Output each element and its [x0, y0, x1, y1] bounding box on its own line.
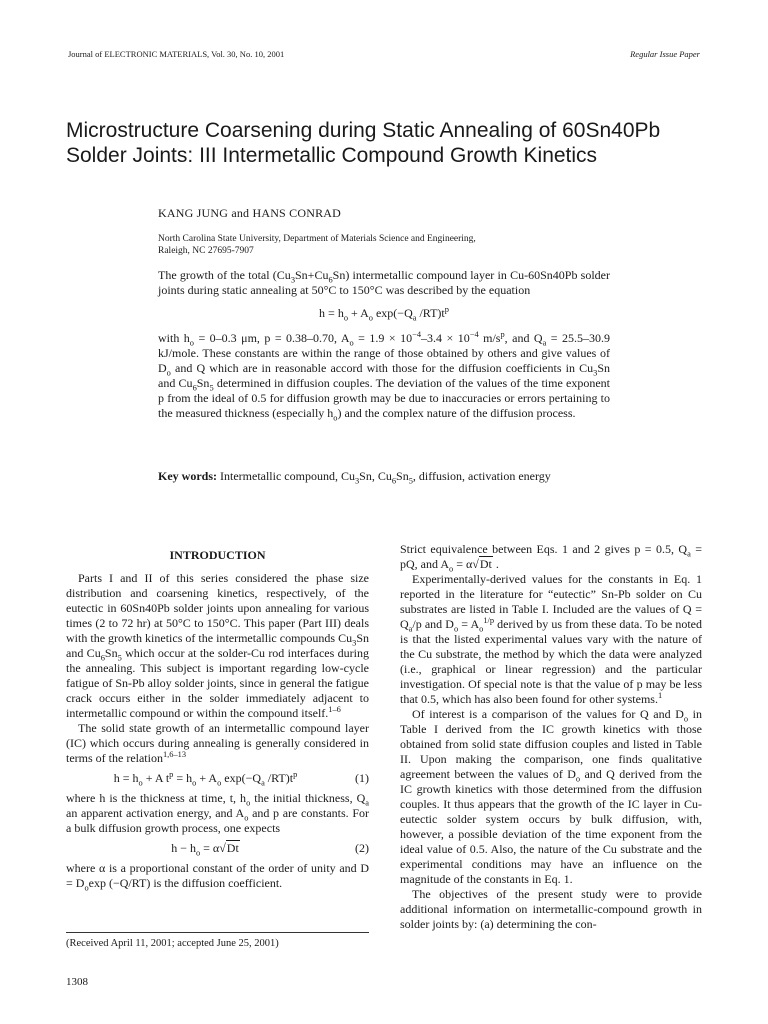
- received-date: (Received April 11, 2001; accepted June 25, 2001): [66, 938, 279, 949]
- abstract: [158, 268, 610, 421]
- page-number: 1308: [66, 976, 88, 988]
- right-paragraph-2: Experimentally-derived values for the constants in Eq. 1 reported in the literature for “eutectic” Sn-Pb solder on Cu substrates are listed in Table I. Included are the values of $Q = Q_a/p$ and $D_o = A_o^{1/p}$ derived by us from these data. To be noted is that the listed experimental values vary with the nature of the Cu substrate, the method by which the data were analyzed (i.e., graphical or linear regression) and the particular investigation. Of special note is that the value of p may be less that 0.5, which has also been found for other systems.$^1$: [400, 572, 702, 706]
- abstract-intro: The growth of the total $(Cu_3Sn+Cu_6Sn)$ intermetallic compound layer in Cu-60Sn40Pb solder joints during static annealing at 50°C to 150°C was described by the equation: [158, 268, 610, 297]
- intro-paragraph-3: where h is the thickness at time, t, $h_o$ the initial thickness, $Q_a$ an apparent activation energy, and $A_o$ and p are constants. For a bulk diffusion growth process, one expects: [66, 791, 369, 835]
- abstract-equation: $h = h_o + A_o$ $\exp(-Q_a$ $/RT)t^p$: [319, 305, 449, 323]
- issue-type: Regular Issue Paper: [630, 49, 700, 59]
- equation-1: $h = h_o + A$ $t^p = h_o + A_o$ $\exp(-Q_a$ $/RT)t^p$ (1): [113, 770, 369, 788]
- intro-paragraph-1: Parts I and II of this series considered the phase size distribution and coarsening kinetics, respectively, of the eutectic in 60Sn40Pb solder joints upon annealing for various times (2 to 72 hr) at 50°C to 150°C. This paper (Part III) deals with the growth kinetics of the intermetallic compounds $Cu_3Sn$ and $Cu_6Sn_5$ which occur at the solder-Cu rod interfaces during the annealing. This subject is important regarding low-cycle fatigue of Sn-Pb alloy solder joints, since in general the fatigue crack occurs either in the solder immediately adjacent to intermetallic compound or within the compound itself.$^{1-6}$: [66, 571, 369, 720]
- affiliation-line1: North Carolina State University, Department of Materials Science and Engineering,: [158, 234, 476, 244]
- right-paragraph-4: The objectives of the present study were to provide additional information on intermetallic-compound growth in solder joints by: (a) determining the con-: [400, 887, 702, 931]
- keywords: Key words: Intermetallic compound, $Cu_3Sn$, $Cu_6Sn_5$, diffusion, activation energy: [158, 469, 551, 486]
- right-paragraph-1: Strict equivalence between Eqs. 1 and 2 gives p = 0.5, $Q_a$ = pQ, and $A_o = \alpha√Dt$ .: [400, 542, 702, 574]
- section-heading-introduction: INTRODUCTION: [169, 548, 266, 562]
- keywords-label: Key words:: [158, 469, 217, 483]
- left-column: [66, 548, 369, 891]
- right-column: [400, 542, 702, 932]
- abstract-body: with $h_o = 0-0.3$ μm, p = 0.38–0.70, $A_o = 1.9 \times 10^{-4}-3.4 \times 10^{-4}$ $m/s^p$, and $Q_a = 25.5-30.9$ kJ/mole. These constants are within the range of those obtained by others and give values of $D_o$ and Q which are in reasonable accord with those for the diffusion coefficients in $Cu_3Sn$ and $Cu_6Sn_5$ determined in diffusion couples. The deviation of the values of the time exponent p from the ideal of 0.5 for diffusion growth may be due to inaccuracies or errors pertaining to the measured thickness (especially $h_o$) and the complex nature of the diffusion process.: [158, 330, 610, 423]
- affiliation: [158, 233, 618, 257]
- intro-paragraph-4: where α is a proportional constant of the order of unity and $D = D_o\exp$ (−Q/RT) is the diffusion coefficient.: [66, 861, 369, 893]
- authors: KANG JUNG and HANS CONRAD: [158, 206, 342, 220]
- journal-header: Journal of ELECTRONIC MATERIALS, Vol. 30, No. 10, 2001: [68, 49, 285, 59]
- footnote-rule: [66, 932, 369, 933]
- affiliation-line2: Raleigh, NC 27695-7907: [158, 246, 254, 256]
- equation-2: $h - h_o = \alpha√Dt$ (2): [171, 841, 369, 858]
- intro-paragraph-2: The solid state growth of an intermetallic compound layer (IC) which occurs during annealing is generally considered in terms of the relation$^{1,6-13}$: [66, 721, 369, 765]
- paper-title: Microstructure Coarsening during Static Annealing of 60Sn40Pb Solder Joints: III Intermetallic Compound Growth Kinetics: [66, 119, 661, 167]
- right-paragraph-3: Of interest is a comparison of the values for Q and $D_o$ in Table I derived from the IC growth kinetics with those obtained from solid state diffusion couples and listed in Table II. Upon making the comparison, one finds qualitative agreement between the values of $D_o$ and Q derived from the IC growth kinetics with those determined from the diffusion couples. It thus appears that the growth of the IC layer in Cu-eutectic solder system occurs by bulk diffusion, with, however, a possible deviation of the time exponent from the ideal value of 0.5. Also, the nature of the Cu substrate and the experimental conditions may have an influence on the magnitude of the constants in Eq. 1.: [400, 707, 702, 886]
